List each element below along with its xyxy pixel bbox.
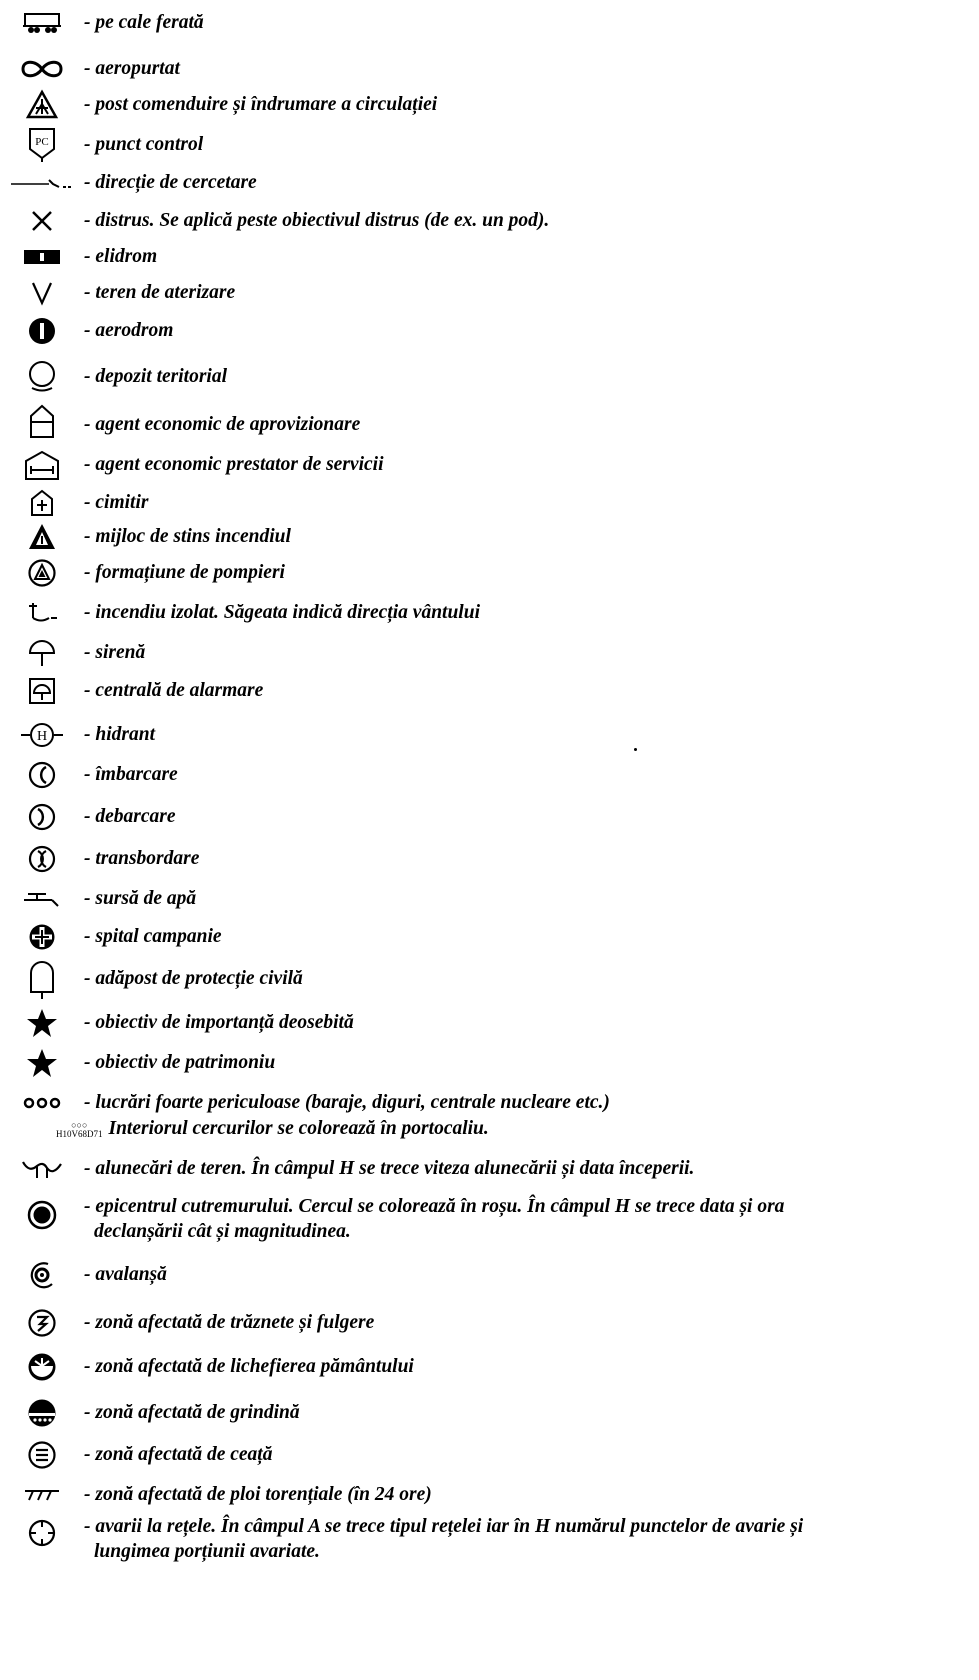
- legend-label: - cimitir: [84, 492, 149, 513]
- three-circles-icon: [6, 1086, 78, 1120]
- legend-label-line2: declanșării cât și magnitudinea.: [94, 1221, 351, 1242]
- legend-label: - lucrări foarte periculoase (baraje, diguri, centrale nucleare etc.): [84, 1092, 610, 1113]
- avalanche-icon: [6, 1258, 78, 1292]
- legend-label: - centrală de alarmare: [84, 680, 264, 701]
- lightning-zone-icon: [6, 1306, 78, 1340]
- cross-destroyed-icon: [6, 204, 78, 238]
- legend-label: - distrus. Se aplică peste obiectivul distrus (de ex. un pod).: [84, 210, 550, 231]
- legend-label: - aeropurtat: [84, 58, 180, 79]
- legend-label: - aerodrom: [84, 320, 174, 341]
- legend-label: - elidrom: [84, 246, 158, 267]
- isolated-fire-icon: [6, 596, 78, 630]
- service-agent-icon: [6, 448, 78, 482]
- supply-agent-icon: [6, 404, 78, 438]
- star-icon: [6, 1006, 78, 1040]
- legend-label-line2: lungimea porțiunii avariate.: [94, 1541, 320, 1562]
- fire-extinguishing-means-icon: [6, 520, 78, 554]
- legend-label: - agent economic prestator de servicii: [84, 454, 384, 475]
- network-damage-icon: [6, 1516, 78, 1550]
- legend-label: - post comenduire și îndrumare a circulației: [84, 94, 438, 115]
- legend-label: - îmbarcare: [84, 764, 178, 785]
- legend-label: - sursă de apă: [84, 888, 197, 909]
- legend-label: - zonă afectată de lichefierea pământului: [84, 1356, 414, 1377]
- alarm-center-icon: [6, 674, 78, 708]
- disembarkation-icon: [6, 800, 78, 834]
- legend-label: - direcție de cercetare: [84, 172, 257, 193]
- heliport-icon: [6, 240, 78, 274]
- epicenter-icon: [6, 1198, 78, 1232]
- legend-label: - hidrant: [84, 724, 155, 745]
- firefighter-unit-icon: [6, 556, 78, 590]
- legend-label: - alunecări de teren. În câmpul H se trece viteza alunecării și data începerii.: [84, 1158, 695, 1179]
- infinity-icon: [6, 52, 78, 86]
- legend-label: - obiectiv de patrimoniu: [84, 1052, 276, 1073]
- control-point-pc-icon: [6, 128, 78, 162]
- svg-text:PC: PC: [35, 136, 49, 148]
- legend-label: - agent economic de aprovizionare: [84, 414, 361, 435]
- siren-icon: [6, 636, 78, 670]
- cemetery-icon: [6, 486, 78, 520]
- hydrant-icon: [6, 718, 78, 752]
- territorial-depot-icon: [6, 358, 78, 392]
- field-code-circles: ○○○: [71, 1119, 88, 1130]
- legend-label: - mijloc de stins incendiul: [84, 526, 291, 547]
- note-line: [56, 1118, 489, 1140]
- reconnaissance-direction-icon: [6, 166, 78, 200]
- legend-label: [84, 1194, 964, 1244]
- embarkation-icon: [6, 758, 78, 792]
- field-code-label: H10V68D71: [56, 1128, 103, 1139]
- torrential-rain-icon: [6, 1478, 78, 1512]
- traffic-command-post-icon: [6, 88, 78, 122]
- legend-label: - depozit teritorial: [84, 366, 227, 387]
- legend-label-line1: - epicentrul cutremurului. Cercul se colorează în roșu. În câmpul H se trece data și ora: [84, 1196, 785, 1217]
- legend-label: - obiectiv de importanță deosebită: [84, 1012, 354, 1033]
- transshipment-icon: [6, 842, 78, 876]
- legend-label: - punct control: [84, 134, 204, 155]
- landslide-icon: [6, 1152, 78, 1186]
- legend-label: [84, 1514, 964, 1564]
- water-source-icon: [6, 882, 78, 916]
- legend-label: - avalanșă: [84, 1264, 167, 1285]
- airfield-icon: [6, 314, 78, 348]
- legend-label: - sirenă: [84, 642, 146, 663]
- fog-zone-icon: [6, 1438, 78, 1472]
- hail-zone-icon: [6, 1396, 78, 1430]
- legend-label: - zonă afectată de ploi torențiale (în 24 ore): [84, 1484, 432, 1505]
- legend-label: - zonă afectată de trăznete și fulgere: [84, 1312, 375, 1333]
- legend-label: - adăpost de protecție civilă: [84, 968, 303, 989]
- legend-label: - zonă afectată de ceață: [84, 1444, 273, 1465]
- star-icon: [6, 1046, 78, 1080]
- legend-label: - incendiu izolat. Săgeata indică direcția vântului: [84, 602, 480, 623]
- railway-wagon-icon: [6, 6, 78, 40]
- legend-label: - zonă afectată de grindină: [84, 1402, 300, 1423]
- svg-text:H: H: [36, 729, 48, 744]
- field-hospital-icon: [6, 920, 78, 954]
- legend-label: - formațiune de pompieri: [84, 562, 285, 583]
- stray-dot: [634, 748, 637, 751]
- landing-field-icon: [6, 276, 78, 310]
- civil-shelter-icon: [6, 958, 78, 1000]
- legend-label: - spital campanie: [84, 926, 222, 947]
- legend-label: - debarcare: [84, 806, 176, 827]
- legend-label-line1: - avarii la rețele. În câmpul A se trece tipul rețelei iar în H numărul punctelor de avarie și: [84, 1516, 804, 1537]
- legend-label: - pe cale ferată: [84, 12, 204, 33]
- legend-label: - teren de aterizare: [84, 282, 236, 303]
- legend-label: - transbordare: [84, 848, 200, 869]
- field-code: [56, 1121, 103, 1139]
- note-text: Interiorul cercurilor se colorează în portocaliu.: [108, 1118, 489, 1139]
- liquefaction-zone-icon: [6, 1350, 78, 1384]
